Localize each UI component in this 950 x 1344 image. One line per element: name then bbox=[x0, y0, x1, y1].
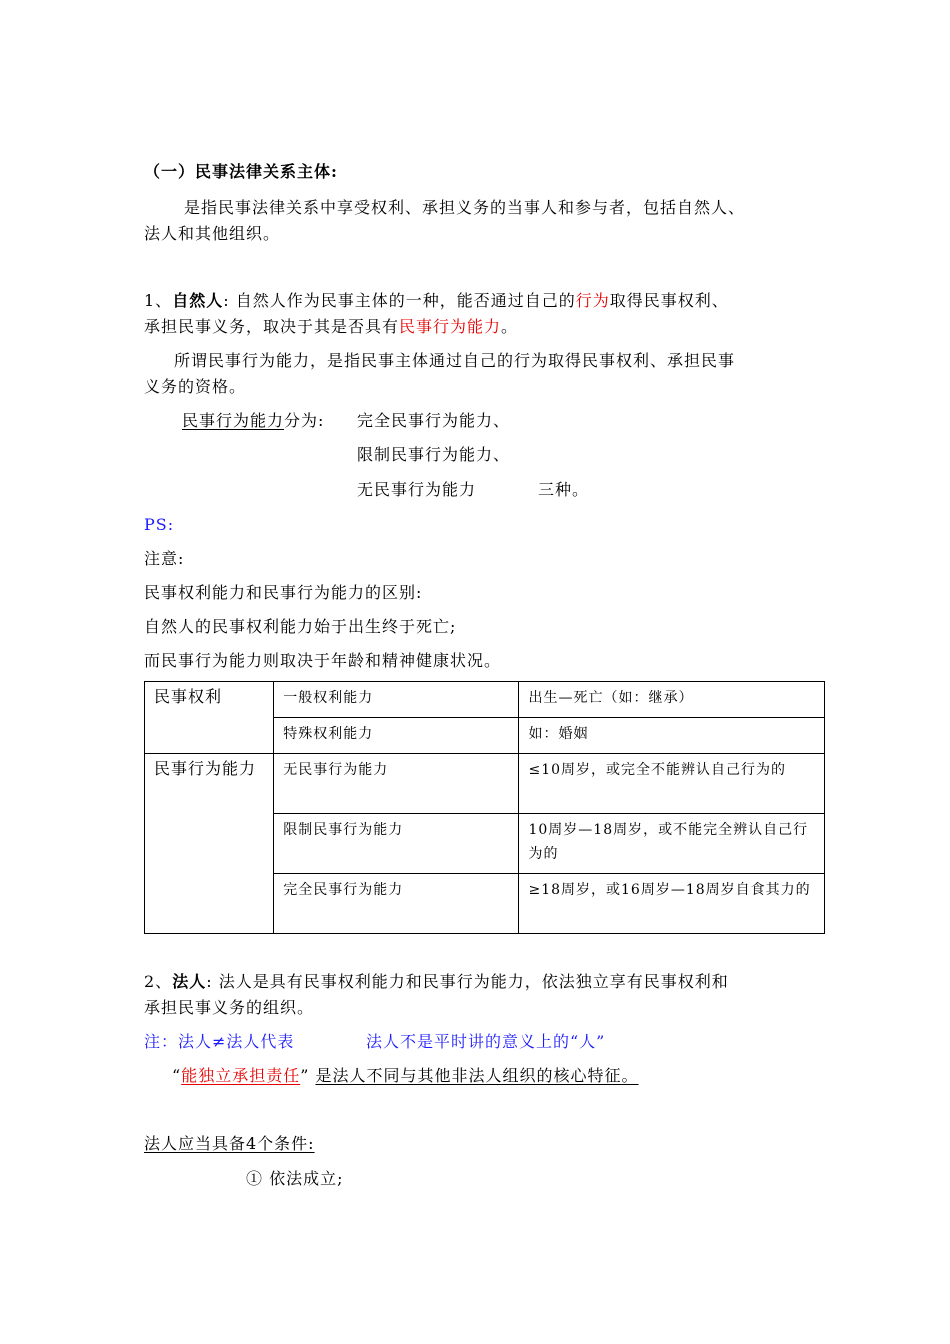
natural-person-sep: : bbox=[223, 291, 230, 310]
core-quote-open: “ bbox=[172, 1066, 182, 1085]
rights-note: 自然人的民事权利能力始于出生终于死亡; bbox=[144, 617, 457, 636]
table-row bbox=[145, 754, 825, 814]
natural-person-line-2 bbox=[144, 316, 518, 338]
definition-line-1: 所谓民事行为能力，是指民事主体通过自己的行为取得民事权利、承担民事 bbox=[174, 351, 736, 370]
natural-person-text-b: 取得民事权利、 bbox=[609, 291, 729, 310]
attention-label: 注意: bbox=[144, 549, 185, 568]
table-cell-desc: 如：婚姻 bbox=[519, 718, 825, 754]
table-cell-desc: 10周岁—18周岁，或不能完全辨认自己行为的 bbox=[519, 814, 825, 874]
classification-item-full: 完全民事行为能力、 bbox=[357, 411, 511, 430]
table-cell-type: 无民事行为能力 bbox=[274, 754, 519, 814]
core-feature-rest: 是法人不同与其他非法人组织的核心特征。 bbox=[315, 1066, 639, 1085]
classification-item-none: 无民事行为能力 bbox=[357, 480, 477, 499]
natural-person-line-1 bbox=[144, 290, 729, 312]
legal-person-line-1 bbox=[144, 971, 729, 993]
capacity-table bbox=[144, 681, 825, 934]
difference-heading: 民事权利能力和民事行为能力的区别: bbox=[144, 583, 423, 602]
legal-person-sep: : bbox=[206, 972, 213, 991]
core-feature-highlight: 能独立承担责任 bbox=[181, 1066, 301, 1085]
classification-term: 民事行为能力 bbox=[182, 411, 285, 430]
table-cell-desc: ≥18周岁，或16周岁—18周岁自食其力的 bbox=[519, 874, 825, 934]
condition-item-1: ① 依法成立; bbox=[246, 1169, 344, 1188]
section-title: （一）民事法律关系主体: bbox=[144, 162, 338, 181]
table-row bbox=[145, 682, 825, 718]
legal-person-text-a: 法人是具有民事权利能力和民事行为能力，依法独立享有民事权利和 bbox=[218, 972, 729, 991]
natural-person-term: 自然人 bbox=[172, 291, 224, 310]
conditions-title: 法人应当具备4个条件: bbox=[144, 1134, 315, 1153]
rights-head-cell: 民事权利 bbox=[145, 682, 274, 754]
classification-rest: 分为: bbox=[284, 411, 325, 430]
natural-person-text-d: 。 bbox=[501, 317, 519, 336]
natural-person-text-c: 承担民事义务，取决于其是否具有 bbox=[144, 317, 400, 336]
core-feature-line bbox=[172, 1065, 639, 1087]
table-cell-desc: 出生—死亡（如：继承） bbox=[519, 682, 825, 718]
intro-line-2: 法人和其他组织。 bbox=[144, 224, 281, 243]
table-cell-type: 特殊权利能力 bbox=[274, 718, 519, 754]
classification-label bbox=[182, 410, 324, 432]
capacity-note: 而民事行为能力则取决于年龄和精神健康状况。 bbox=[144, 651, 502, 670]
definition-line-2: 义务的资格。 bbox=[144, 377, 247, 396]
legal-person-note-a: 注：法人≠法人代表 bbox=[144, 1032, 295, 1051]
table-cell-desc: ≤10周岁，或完全不能辨认自己行为的 bbox=[519, 754, 825, 814]
legal-person-line-2: 承担民事义务的组织。 bbox=[144, 998, 315, 1017]
intro-line-1: 是指民事法律关系中享受权利、承担义务的当事人和参与者，包括自然人、 bbox=[184, 198, 746, 217]
core-quote-close: ” bbox=[300, 1066, 310, 1085]
capacity-head-cell: 民事行为能力 bbox=[145, 754, 274, 934]
ps-label: PS: bbox=[144, 515, 175, 534]
legal-person-term: 法人 bbox=[172, 972, 207, 991]
natural-person-text-a: 自然人作为民事主体的一种，能否通过自己的 bbox=[235, 291, 576, 310]
highlight-capacity: 民事行为能力 bbox=[399, 317, 502, 336]
table-cell-type: 完全民事行为能力 bbox=[274, 874, 519, 934]
table-cell-type: 限制民事行为能力 bbox=[274, 814, 519, 874]
classification-tail: 三种。 bbox=[538, 480, 590, 499]
highlight-behavior: 行为 bbox=[575, 291, 610, 310]
legal-person-note-b: 法人不是平时讲的意义上的“人” bbox=[366, 1032, 606, 1051]
legal-person-number: 2、 bbox=[144, 972, 173, 991]
table-cell-type: 一般权利能力 bbox=[274, 682, 519, 718]
classification-item-limited: 限制民事行为能力、 bbox=[357, 445, 511, 464]
natural-person-number: 1、 bbox=[144, 291, 173, 310]
